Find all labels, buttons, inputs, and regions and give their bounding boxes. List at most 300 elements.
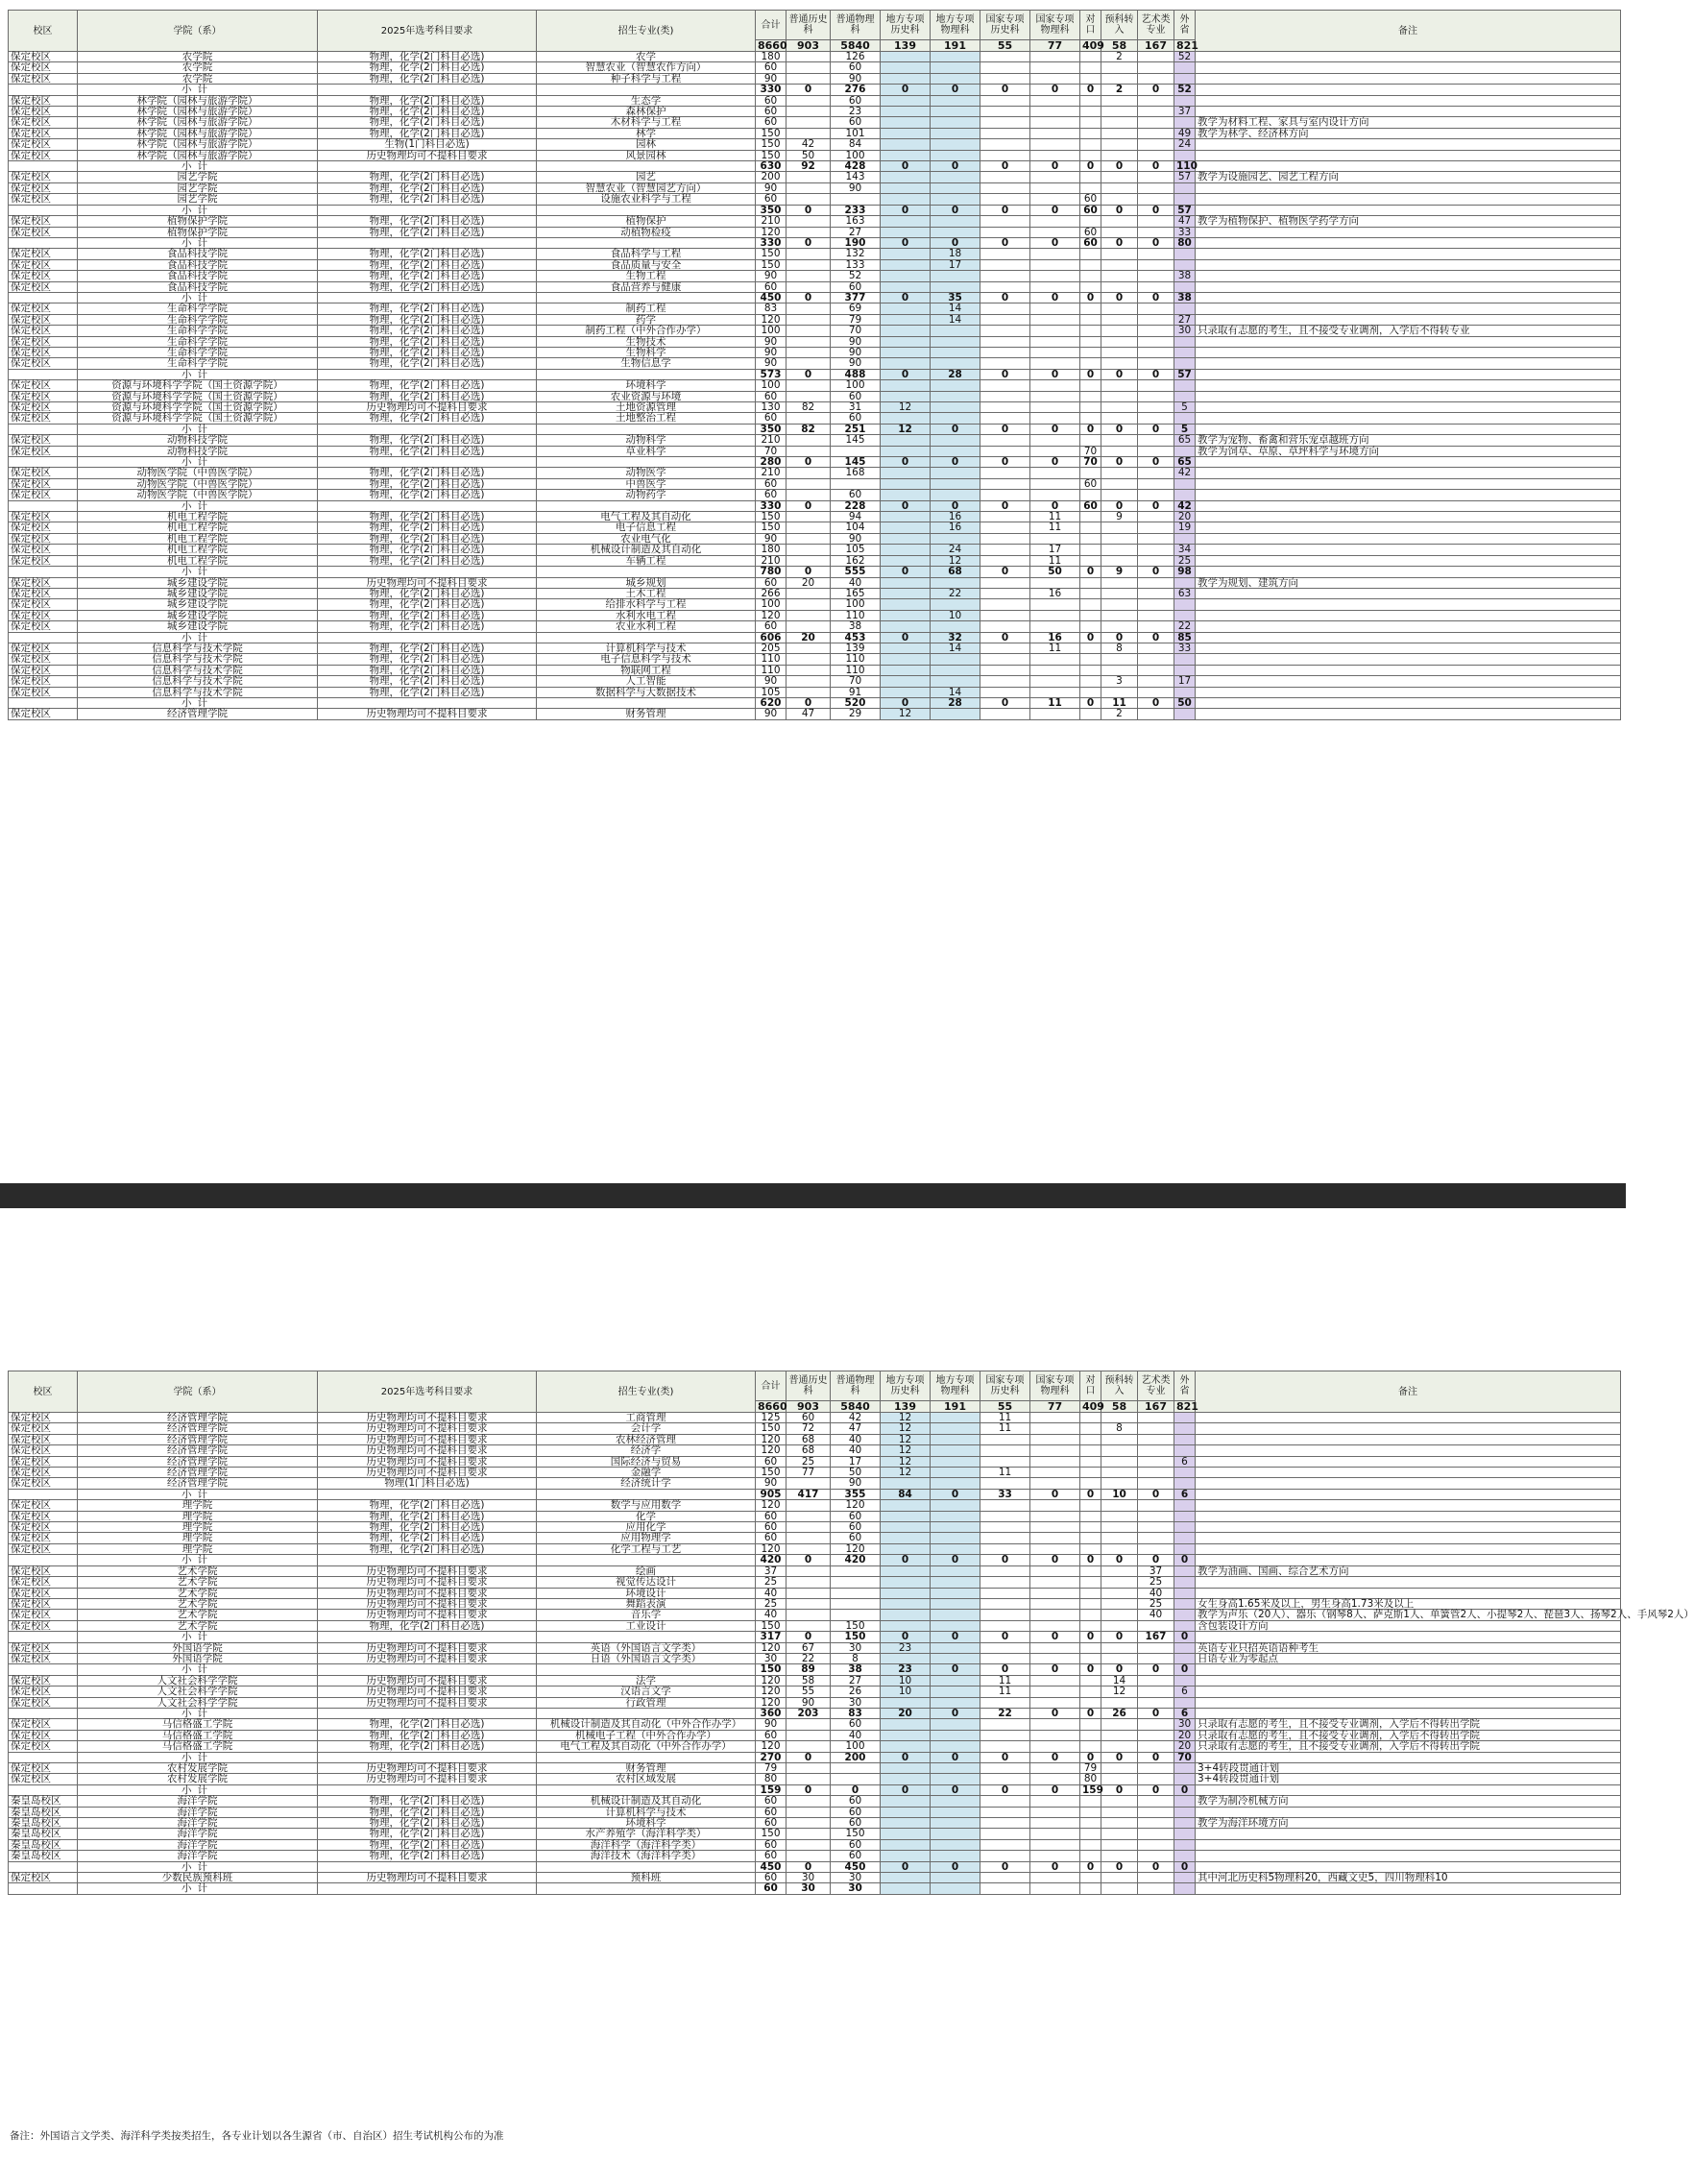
table-row: [9, 643, 1621, 653]
subtotal-blank: [9, 369, 78, 379]
preparatory-cell: [1101, 1796, 1138, 1807]
art-cell: [1138, 1851, 1174, 1861]
total-cell: 90: [756, 271, 786, 281]
counterpart-cell: [1080, 1456, 1101, 1467]
major-cell: 数学与应用数学: [537, 1500, 756, 1511]
subtotal-blank: [9, 632, 78, 643]
subject-req-cell: 物理，化学(2门科目必选): [318, 478, 537, 489]
physics-cell: 26: [831, 1687, 881, 1697]
national-history-cell: [980, 62, 1030, 73]
table-row: [9, 1763, 1621, 1774]
subtotal-note: [1196, 1555, 1621, 1565]
history-cell: [786, 1829, 831, 1839]
total-cell: 60: [756, 194, 786, 205]
counterpart-cell: [1080, 665, 1101, 675]
total-cell: 150: [756, 1829, 786, 1839]
subtotal-blank: [537, 205, 756, 215]
national-history-cell: [980, 1500, 1030, 1511]
subtotal-cell: 0: [1080, 567, 1101, 577]
national-history-cell: [980, 1839, 1030, 1850]
local-physics-cell: [931, 1829, 980, 1839]
preparatory-cell: [1101, 435, 1138, 446]
college-cell: 理学院: [78, 1522, 318, 1533]
subtotal-cell: 68: [931, 567, 980, 577]
preparatory-cell: 2: [1101, 52, 1138, 62]
subject-req-cell: 物理，化学(2门科目必选): [318, 182, 537, 193]
college-cell: 人文社会科学学院: [78, 1687, 318, 1697]
table-row: [9, 1565, 1621, 1576]
subtotal-cell: 159: [1080, 1784, 1101, 1795]
local-history-cell: [881, 73, 931, 84]
header-total-np: 77: [1030, 1401, 1080, 1413]
counterpart-cell: 80: [1080, 1774, 1101, 1784]
art-cell: [1138, 347, 1174, 357]
subtotal-cell: 377: [831, 292, 881, 303]
total-cell: 60: [756, 391, 786, 401]
preparatory-cell: [1101, 522, 1138, 533]
subtotal-cell: 92: [786, 161, 831, 172]
history-cell: [786, 1796, 831, 1807]
local-history-cell: 23: [881, 1642, 931, 1653]
subtotal-cell: 80: [1174, 237, 1196, 248]
subtotal-label: 小计: [78, 1555, 318, 1565]
local-history-cell: [881, 1730, 931, 1740]
table-row: [9, 1796, 1621, 1807]
national-physics-cell: [1030, 1413, 1080, 1423]
subtotal-blank: [9, 1752, 78, 1762]
subtotal-cell: 32: [931, 632, 980, 643]
note-cell: [1196, 336, 1621, 347]
history-cell: 77: [786, 1468, 831, 1478]
subtotal-cell: 0: [980, 632, 1030, 643]
college-cell: 经济管理学院: [78, 1445, 318, 1456]
total-cell: 60: [756, 1873, 786, 1883]
table-row: [9, 314, 1621, 325]
out-province-cell: [1174, 1533, 1196, 1543]
out-province-cell: [1174, 182, 1196, 193]
counterpart-cell: [1080, 1511, 1101, 1521]
national-physics-cell: [1030, 1565, 1080, 1576]
physics-cell: [831, 1610, 881, 1620]
history-cell: [786, 1774, 831, 1784]
local-history-cell: [881, 1697, 931, 1708]
local-history-cell: [881, 654, 931, 665]
history-cell: [786, 1533, 831, 1543]
out-province-cell: [1174, 1829, 1196, 1839]
preparatory-cell: [1101, 107, 1138, 117]
local-history-cell: [881, 216, 931, 227]
campus-cell: 保定校区: [9, 1719, 78, 1730]
art-cell: [1138, 1687, 1174, 1697]
table-row: [9, 1500, 1621, 1511]
college-cell: 生命科学学院: [78, 347, 318, 357]
table-row: [9, 1719, 1621, 1730]
counterpart-cell: [1080, 347, 1101, 357]
art-cell: [1138, 1675, 1174, 1686]
subtotal-cell: 630: [756, 161, 786, 172]
note-cell: [1196, 1434, 1621, 1444]
preparatory-cell: [1101, 687, 1138, 697]
subtotal-cell: 0: [1101, 500, 1138, 511]
counterpart-cell: [1080, 1577, 1101, 1588]
national-history-cell: [980, 1620, 1030, 1631]
subtotal-cell: 0: [980, 567, 1030, 577]
note-cell: 只录取有志愿的考生，且不接受专业调剂，入学后不得转出学院: [1196, 1719, 1621, 1730]
subtotal-cell: 0: [1138, 424, 1174, 434]
subtotal-cell: 65: [1174, 457, 1196, 468]
local-physics-cell: [931, 216, 980, 227]
out-province-cell: 22: [1174, 621, 1196, 632]
header-total-dk: 409: [1080, 40, 1101, 52]
physics-cell: 38: [831, 621, 881, 632]
physics-cell: [831, 446, 881, 456]
total-cell: 60: [756, 1730, 786, 1740]
college-cell: 生命科学学院: [78, 314, 318, 325]
history-cell: [786, 1851, 831, 1861]
national-physics-cell: [1030, 402, 1080, 413]
college-cell: 经济管理学院: [78, 1468, 318, 1478]
local-history-cell: [881, 117, 931, 128]
subject-req-cell: 物理，化学(2门科目必选): [318, 128, 537, 138]
subtotal-cell: 57: [1174, 369, 1196, 379]
local-physics-cell: [931, 1598, 980, 1609]
college-cell: 资源与环境科学学院（国土资源学院）: [78, 380, 318, 391]
out-province-cell: 42: [1174, 468, 1196, 478]
subject-req-cell: 物理，化学(2门科目必选): [318, 52, 537, 62]
history-cell: [786, 413, 831, 424]
local-physics-cell: 14: [931, 314, 980, 325]
subtotal-row: [9, 1632, 1621, 1642]
subtotal-cell: 350: [756, 424, 786, 434]
local-physics-cell: 14: [931, 643, 980, 653]
major-cell: 经济学: [537, 1445, 756, 1456]
total-cell: 60: [756, 117, 786, 128]
table-row: [9, 271, 1621, 281]
note-cell: [1196, 1588, 1621, 1598]
table-row: [9, 1423, 1621, 1434]
subtotal-cell: 0: [1030, 1861, 1080, 1872]
major-cell: 财务管理: [537, 1763, 756, 1774]
table-row: [9, 227, 1621, 237]
subtotal-label: 小计: [78, 369, 318, 379]
total-cell: 120: [756, 610, 786, 620]
national-history-cell: [980, 478, 1030, 489]
history-cell: 42: [786, 139, 831, 150]
subtotal-cell: 428: [831, 161, 881, 172]
subtotal-label: 小计: [78, 1489, 318, 1499]
art-cell: [1138, 227, 1174, 237]
national-history-cell: [980, 128, 1030, 138]
counterpart-cell: [1080, 1796, 1101, 1807]
header-total-phys: 5840: [831, 40, 881, 52]
history-cell: [786, 1522, 831, 1533]
local-history-cell: [881, 1807, 931, 1817]
subtotal-note: [1196, 1632, 1621, 1642]
campus-cell: 保定校区: [9, 545, 78, 555]
note-cell: 英语专业只招英语语种考生: [1196, 1642, 1621, 1653]
local-history-cell: 10: [881, 1675, 931, 1686]
art-cell: [1138, 676, 1174, 687]
campus-cell: 保定校区: [9, 1445, 78, 1456]
local-physics-cell: [931, 1818, 980, 1829]
subtotal-cell: 620: [756, 697, 786, 708]
subtotal-cell: 0: [980, 424, 1030, 434]
art-cell: [1138, 281, 1174, 292]
preparatory-cell: [1101, 1653, 1138, 1663]
subtotal-cell: 0: [1080, 632, 1101, 643]
subtotal-cell: 450: [831, 1861, 881, 1872]
table-row: [9, 336, 1621, 347]
subtotal-row: [9, 1883, 1621, 1894]
college-cell: 林学院（园林与旅游学院）: [78, 128, 318, 138]
national-physics-cell: [1030, 1642, 1080, 1653]
art-cell: [1138, 117, 1174, 128]
local-physics-cell: [931, 1741, 980, 1752]
header-total-ws: 821: [1174, 40, 1196, 52]
out-province-cell: 30: [1174, 326, 1196, 336]
art-cell: [1138, 1839, 1174, 1850]
note-cell: [1196, 259, 1621, 270]
local-history-cell: [881, 512, 931, 522]
campus-cell: 秦皇岛校区: [9, 1851, 78, 1861]
physics-cell: 90: [831, 533, 881, 544]
header-total-np: 77: [1030, 40, 1080, 52]
subtotal-cell: 573: [756, 369, 786, 379]
table-row: [9, 380, 1621, 391]
out-province-cell: 17: [1174, 676, 1196, 687]
out-province-cell: 47: [1174, 216, 1196, 227]
major-cell: 草业科学: [537, 446, 756, 456]
national-history-cell: [980, 1577, 1030, 1588]
table-row: [9, 577, 1621, 588]
subject-req-cell: 历史物理均可不提科目要求: [318, 1434, 537, 1444]
subtotal-cell: 6: [1174, 1708, 1196, 1718]
subtotal-blank: [9, 500, 78, 511]
art-cell: [1138, 107, 1174, 117]
note-cell: [1196, 490, 1621, 500]
out-province-cell: [1174, 1774, 1196, 1784]
physics-cell: 90: [831, 358, 881, 369]
subtotal-cell: 23: [881, 1664, 931, 1675]
art-cell: [1138, 446, 1174, 456]
subject-req-cell: 物理，化学(2门科目必选): [318, 621, 537, 632]
local-history-cell: [881, 128, 931, 138]
college-cell: 少数民族预科班: [78, 1873, 318, 1883]
national-history-cell: [980, 1565, 1030, 1576]
college-cell: 信息科学与技术学院: [78, 687, 318, 697]
local-physics-cell: [931, 172, 980, 182]
counterpart-cell: [1080, 1423, 1101, 1434]
subtotal-blank: [9, 1555, 78, 1565]
physics-cell: 17: [831, 1456, 881, 1467]
subtotal-cell: 0: [1080, 1861, 1101, 1872]
subtotal-label: 小计: [78, 205, 318, 215]
preparatory-cell: [1101, 259, 1138, 270]
counterpart-cell: 60: [1080, 478, 1101, 489]
major-cell: 数据科学与大数据技术: [537, 687, 756, 697]
subtotal-blank: [9, 205, 78, 215]
preparatory-cell: [1101, 1511, 1138, 1521]
campus-cell: 保定校区: [9, 1697, 78, 1708]
history-cell: [786, 1719, 831, 1730]
preparatory-cell: [1101, 1522, 1138, 1533]
table-row: [9, 1413, 1621, 1423]
national-physics-cell: [1030, 1478, 1080, 1489]
subject-req-cell: 历史物理均可不提科目要求: [318, 1687, 537, 1697]
physics-cell: [831, 1763, 881, 1774]
subtotal-cell: 0: [980, 1555, 1030, 1565]
physics-cell: 29: [831, 709, 881, 719]
national-physics-cell: [1030, 194, 1080, 205]
national-history-cell: [980, 52, 1030, 62]
local-physics-cell: [931, 62, 980, 73]
college-cell: 园艺学院: [78, 194, 318, 205]
national-history-cell: [980, 1807, 1030, 1817]
art-cell: [1138, 1468, 1174, 1478]
major-cell: 农业水利工程: [537, 621, 756, 632]
preparatory-cell: [1101, 1829, 1138, 1839]
history-cell: [786, 555, 831, 566]
campus-cell: 保定校区: [9, 1653, 78, 1663]
subtotal-cell: 0: [1101, 457, 1138, 468]
subtotal-cell: 0: [881, 1784, 931, 1795]
college-cell: 经济管理学院: [78, 1456, 318, 1467]
subtotal-cell: 57: [1174, 205, 1196, 215]
header-total-yk: 58: [1101, 1401, 1138, 1413]
major-cell: 智慧农业（智慧农作方向）: [537, 62, 756, 73]
subtotal-cell: 0: [1138, 1708, 1174, 1718]
out-province-cell: [1174, 1851, 1196, 1861]
out-province-cell: 20: [1174, 1741, 1196, 1752]
physics-cell: 162: [831, 555, 881, 566]
note-cell: [1196, 1697, 1621, 1708]
physics-cell: 40: [831, 1445, 881, 1456]
art-cell: [1138, 545, 1174, 555]
national-history-cell: [980, 1610, 1030, 1620]
subtotal-row: [9, 632, 1621, 643]
physics-cell: 100: [831, 1741, 881, 1752]
campus-cell: 保定校区: [9, 139, 78, 150]
history-cell: [786, 1543, 831, 1554]
header-total-nh: 55: [980, 40, 1030, 52]
subtotal-row: [9, 1555, 1621, 1565]
history-cell: [786, 621, 831, 632]
preparatory-cell: [1101, 73, 1138, 84]
physics-cell: 42: [831, 1413, 881, 1423]
college-cell: 林学院（园林与旅游学院）: [78, 139, 318, 150]
campus-cell: 保定校区: [9, 128, 78, 138]
major-cell: 音乐学: [537, 1610, 756, 1620]
subtotal-cell: 0: [881, 1632, 931, 1642]
national-physics-cell: [1030, 73, 1080, 84]
history-cell: [786, 545, 831, 555]
subject-req-cell: 历史物理均可不提科目要求: [318, 1653, 537, 1663]
preparatory-cell: [1101, 1468, 1138, 1478]
header-hist: 普通历史科: [786, 11, 831, 40]
campus-cell: 保定校区: [9, 73, 78, 84]
counterpart-cell: [1080, 1588, 1101, 1598]
subject-req-cell: 历史物理均可不提科目要求: [318, 402, 537, 413]
subtotal-cell: 0: [980, 1632, 1030, 1642]
note-cell: [1196, 1829, 1621, 1839]
subtotal-cell: 30: [786, 1883, 831, 1894]
local-physics-cell: [931, 139, 980, 150]
table-row: [9, 1445, 1621, 1456]
table-row: [9, 1730, 1621, 1740]
physics-cell: [831, 194, 881, 205]
counterpart-cell: [1080, 336, 1101, 347]
history-cell: 47: [786, 709, 831, 719]
college-cell: 植物保护学院: [78, 227, 318, 237]
table-row: [9, 1468, 1621, 1478]
subject-req-cell: 物理，化学(2门科目必选): [318, 259, 537, 270]
national-history-cell: [980, 117, 1030, 128]
national-history-cell: [980, 522, 1030, 533]
header-ys: 艺术类专业: [1138, 1371, 1174, 1401]
history-cell: 82: [786, 402, 831, 413]
total-cell: 100: [756, 599, 786, 610]
college-cell: 林学院（园林与旅游学院）: [78, 117, 318, 128]
campus-cell: 保定校区: [9, 194, 78, 205]
art-cell: [1138, 182, 1174, 193]
total-cell: 120: [756, 227, 786, 237]
subtotal-cell: [1030, 1883, 1080, 1894]
subtotal-cell: 50: [1174, 697, 1196, 708]
out-province-cell: 5: [1174, 402, 1196, 413]
local-physics-cell: [931, 1620, 980, 1631]
art-cell: [1138, 271, 1174, 281]
national-physics-cell: [1030, 139, 1080, 150]
campus-cell: 保定校区: [9, 1873, 78, 1883]
subtotal-cell: 0: [1101, 1664, 1138, 1675]
subtotal-cell: 0: [980, 292, 1030, 303]
subtotal-cell: 42: [1174, 500, 1196, 511]
local-history-cell: [881, 1851, 931, 1861]
preparatory-cell: 8: [1101, 643, 1138, 653]
counterpart-cell: [1080, 117, 1101, 128]
national-physics-cell: [1030, 676, 1080, 687]
college-cell: 园艺学院: [78, 182, 318, 193]
table-row: [9, 52, 1621, 62]
physics-cell: 52: [831, 271, 881, 281]
campus-cell: 保定校区: [9, 314, 78, 325]
note-cell: 教学为设施园艺、园艺工程方向: [1196, 172, 1621, 182]
subtotal-blank: [318, 1555, 537, 1565]
national-physics-cell: [1030, 227, 1080, 237]
subtotal-note: [1196, 1861, 1621, 1872]
preparatory-cell: [1101, 1413, 1138, 1423]
college-cell: 经济管理学院: [78, 1413, 318, 1423]
preparatory-cell: [1101, 1697, 1138, 1708]
art-cell: [1138, 555, 1174, 566]
note-cell: [1196, 709, 1621, 719]
subtotal-cell: 420: [756, 1555, 786, 1565]
subtotal-label: 小计: [78, 1664, 318, 1675]
art-cell: [1138, 1445, 1174, 1456]
counterpart-cell: [1080, 1543, 1101, 1554]
subject-req-cell: 物理，化学(2门科目必选): [318, 588, 537, 598]
counterpart-cell: [1080, 1522, 1101, 1533]
physics-cell: 91: [831, 687, 881, 697]
local-history-cell: [881, 599, 931, 610]
national-physics-cell: [1030, 347, 1080, 357]
local-physics-cell: 16: [931, 522, 980, 533]
campus-cell: 保定校区: [9, 1423, 78, 1434]
major-cell: 森林保护: [537, 107, 756, 117]
note-cell: [1196, 249, 1621, 259]
local-history-cell: [881, 1588, 931, 1598]
subject-req-cell: 物理，化学(2门科目必选): [318, 358, 537, 369]
